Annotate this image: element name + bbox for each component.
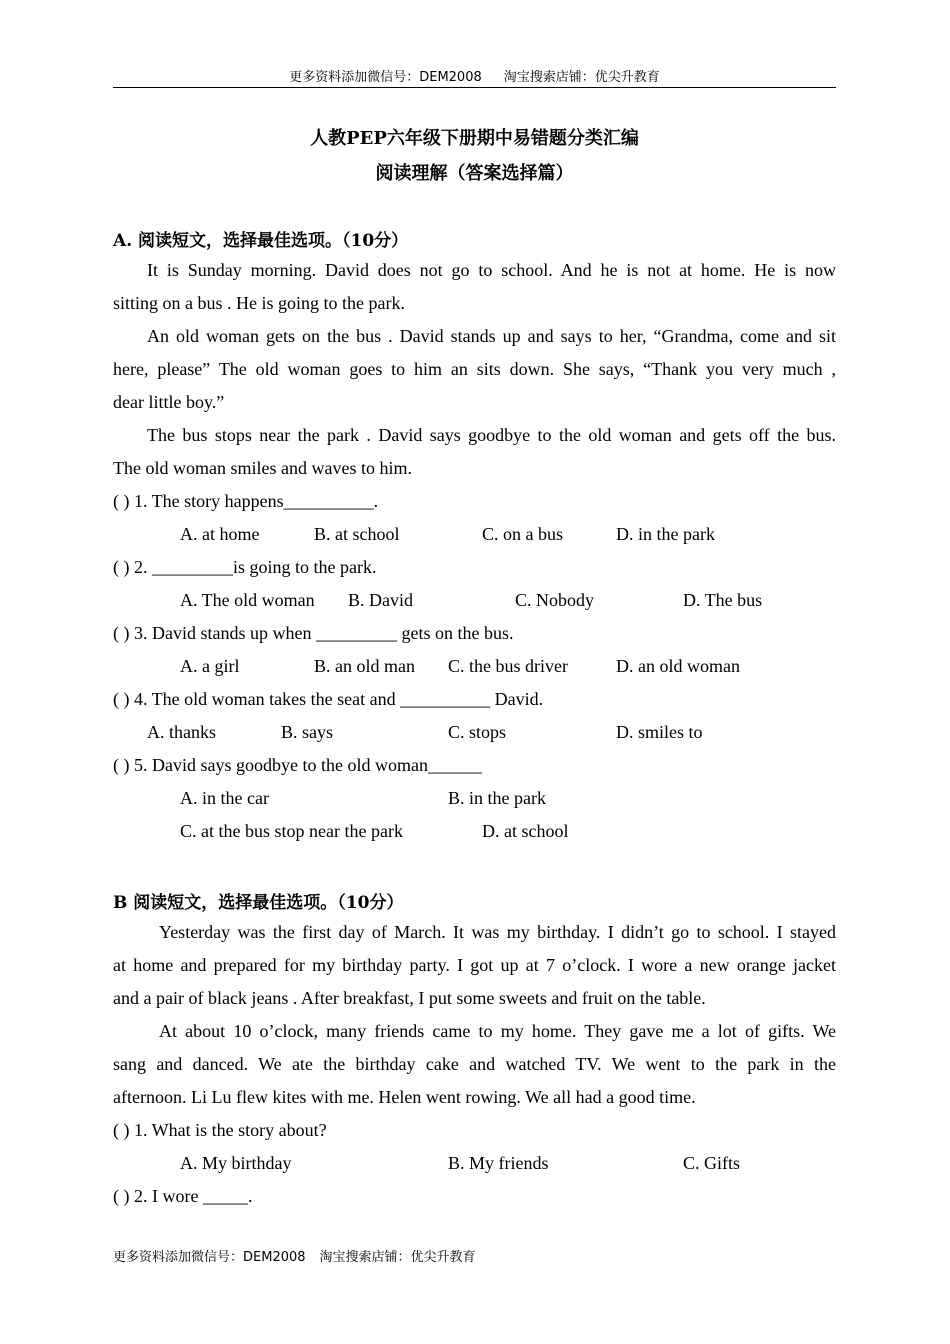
option-a5-d: D. at school (482, 821, 569, 841)
question-a5: ( ) 5. David says goodbye to the old woman______ (113, 755, 482, 775)
option-a3-a: A. a girl (180, 656, 240, 676)
question-b2: ( ) 2. I wore _____. (113, 1186, 253, 1206)
section-b-heading: B 阅读短文，选择最佳选项。（10分） (113, 893, 404, 913)
passage-b-line: at home and prepared for my birthday party. I got up at 7 o’clock. I wore a new orange jacket (113, 955, 836, 975)
passage-b-line: Yesterday was the first day of March. It was my birthday. I didn’t go to school. I stayed (159, 922, 836, 942)
option-a3-c: C. the bus driver (448, 656, 568, 676)
header-shop: 淘宝搜索店铺：优尖升教育 (503, 70, 660, 85)
option-a4-d: D. smiles to (616, 722, 703, 742)
passage-a-line: The bus stops near the park . David says goodbye to the old woman and gets off the bus. (147, 425, 836, 445)
passage-b-line: At about 10 o’clock, many friends came to my home. They gave me a lot of gifts. We (159, 1021, 836, 1041)
question-b1: ( ) 1. What is the story about? (113, 1120, 327, 1140)
option-a3-d: D. an old woman (616, 656, 740, 676)
passage-a-line: sitting on a bus . He is going to the park. (113, 293, 405, 313)
option-a4-a: A. thanks (147, 722, 216, 742)
page-footer (113, 1246, 476, 1265)
section-a-heading: A. 阅读短文，选择最佳选项。（10分） (113, 231, 409, 251)
question-a1: ( ) 1. The story happens__________. (113, 491, 379, 511)
option-a2-a: A. The old woman (180, 590, 315, 610)
question-a2: ( ) 2. _________is going to the park. (113, 557, 377, 577)
passage-a-line: An old woman gets on the bus . David stands up and says to her, “Grandma, come and sit (147, 326, 836, 346)
header-wechat: 更多资料添加微信号：DEM2008 (289, 70, 482, 85)
option-a3-b: B. an old man (314, 656, 415, 676)
option-a4-c: C. stops (448, 722, 507, 742)
passage-b-line: and a pair of black jeans . After breakfast, I put some sweets and fruit on the table. (113, 988, 706, 1008)
passage-a-line: It is Sunday morning. David does not go to school. And he is not at home. He is now (147, 260, 836, 280)
footer-shop: 淘宝搜索店铺：优尖升教育 (319, 1250, 476, 1265)
option-a1-b: B. at school (314, 524, 400, 544)
header-rule (113, 87, 836, 88)
option-a2-d: D. The bus (683, 590, 763, 610)
footer-wechat: 更多资料添加微信号：DEM2008 (113, 1250, 306, 1265)
option-b1-c: C. Gifts (683, 1153, 741, 1173)
option-a1-c: C. on a bus (482, 524, 563, 544)
option-b1-a: A. My birthday (180, 1153, 292, 1173)
question-a4: ( ) 4. The old woman takes the seat and __________ David. (113, 689, 544, 709)
option-a2-b: B. David (348, 590, 413, 610)
option-a2-c: C. Nobody (515, 590, 595, 610)
passage-a-line: The old woman smiles and waves to him. (113, 458, 412, 478)
passage-b-line: sang and danced. We ate the birthday cake and watched TV. We went to the park in the (113, 1054, 836, 1074)
page-header (113, 66, 836, 85)
passage-a-line: dear little boy.” (113, 392, 225, 412)
option-a5-b: B. in the park (448, 788, 546, 808)
option-a1-d: D. in the park (616, 524, 715, 544)
doc-title: 人教PEP六年级下册期中易错题分类汇编 (310, 128, 639, 149)
question-a3: ( ) 3. David stands up when _________ gets on the bus. (113, 623, 514, 643)
passage-b-line: afternoon. Li Lu flew kites with me. Helen went rowing. We all had a good time. (113, 1087, 696, 1107)
option-a5-a: A. in the car (180, 788, 269, 808)
option-a1-a: A. at home (180, 524, 260, 544)
option-a5-c: C. at the bus stop near the park (180, 821, 403, 841)
doc-subtitle: 阅读理解（答案选择篇） (375, 163, 574, 184)
passage-a-line: here, please” The old woman goes to him an sits down. She says, “Thank you very much , (113, 359, 836, 379)
option-b1-b: B. My friends (448, 1153, 549, 1173)
option-a4-b: B. says (281, 722, 334, 742)
